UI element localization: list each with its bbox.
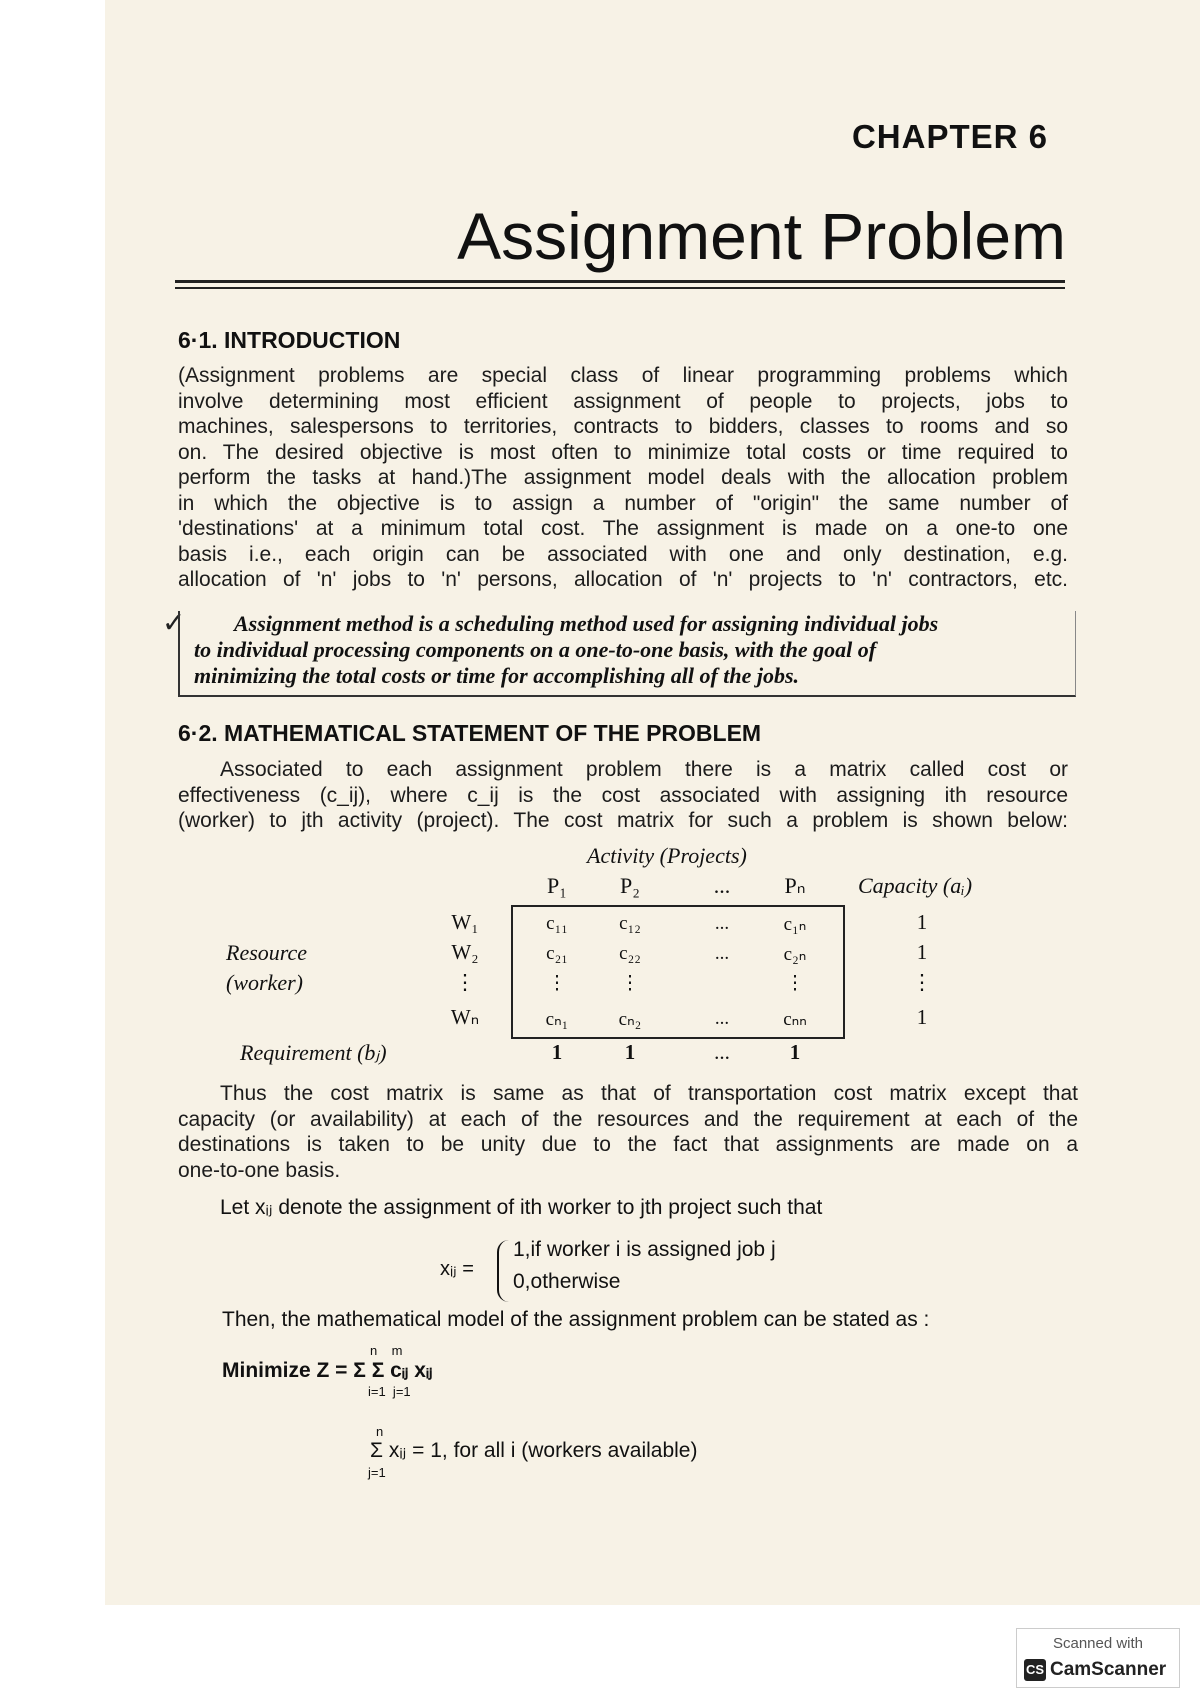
resource-label: Resource (226, 940, 308, 965)
definition-box (178, 611, 1076, 697)
definition-line: minimizing the total costs or time for accomplishing all of the jobs. (194, 663, 800, 688)
objective-function: Minimize Z = Σ Σ cᵢⱼ xᵢⱼ (222, 1359, 433, 1382)
capacity-value: ⋮ (911, 970, 933, 994)
requirement-label: Requirement (bⱼ) (240, 1040, 387, 1065)
matrix-cell: c₁₁ (546, 913, 568, 934)
brace-symbol (497, 1240, 513, 1302)
col-header: ... (713, 873, 731, 898)
checkmark-icon: ✓ (162, 607, 186, 638)
matrix-cell: c₂ₙ (783, 944, 807, 965)
col-header: Pₙ (784, 873, 806, 898)
paragraph-line: (Assignment problems are special class of linear programming problems which (178, 364, 1068, 387)
row-label: ⋮ (454, 970, 476, 994)
matrix-cell: c₂₁ (546, 943, 568, 964)
title-rule-bottom (175, 287, 1065, 289)
explanation-paragraph (178, 1081, 1078, 1183)
matrix-cell: c₂₂ (619, 943, 641, 964)
capacity-label: Capacity (aᵢ) (858, 873, 973, 898)
paragraph-line: Thus the cost matrix is same as that of transportation cost matrix except that (220, 1082, 1078, 1105)
min-sum-lower-limits: i=1 j=1 (368, 1384, 411, 1399)
matrix-cell: cₙₙ (783, 1009, 807, 1030)
activity-label: Activity (Projects) (587, 843, 747, 868)
matrix-cell: ⋮ (785, 973, 805, 994)
matrix-cell: ... (714, 1008, 730, 1029)
x-case-otherwise: 0,otherwise (513, 1270, 621, 1293)
let-statement: Let xᵢⱼ denote the assignment of ith worker to jth project such that (220, 1196, 823, 1219)
matrix-cell: ... (714, 913, 730, 934)
constraint-sum-upper-limit: n (376, 1424, 384, 1439)
capacity-value: 1 (916, 1005, 928, 1029)
matrix-cell: ... (714, 943, 730, 964)
matrix-cell: c₁ₙ (783, 914, 807, 935)
col-header: P₁ (547, 873, 567, 898)
title-rule-top (175, 280, 1065, 283)
then-statement: Then, the mathematical model of the assignment problem can be stated as : (222, 1308, 930, 1331)
requirement-value: 1 (551, 1040, 563, 1064)
paragraph-line: perform the tasks at hand.)The assignment model deals with the allocation problem (178, 466, 1068, 489)
section-heading-introduction: 6·1. INTRODUCTION (178, 327, 401, 353)
math-statement-paragraph (178, 757, 1068, 834)
paragraph-line: on. The desired objective is most often to minimize total costs or time required to (178, 440, 1068, 464)
matrix-cell: cₙ₂ (618, 1009, 642, 1030)
page-title: Assignment Problem (457, 199, 1066, 273)
chapter-label: CHAPTER 6 (851, 118, 1048, 155)
paragraph-line: effectiveness (c_ij), where c_ij is the cost associated with assigning ith resource (178, 783, 1068, 807)
row-label: W₁ (451, 910, 479, 934)
worker-label: (worker) (226, 970, 303, 995)
x-case-assigned: 1,if worker i is assigned job j (513, 1238, 776, 1261)
paragraph-line: capacity (or availability) at each of the resources and the requirement at each of the (178, 1107, 1078, 1131)
matrix-cell: c₁₂ (619, 913, 641, 934)
definition-line: Assignment method is a scheduling method used for assigning individual jobs (234, 611, 939, 636)
paragraph-line: machines, salespersons to territories, contracts to bidders, classes to rooms and so (178, 415, 1068, 438)
row-label: W₂ (451, 940, 479, 964)
badge-brand: CamScanner (1050, 1659, 1167, 1680)
matrix-cell: ⋮ (620, 973, 640, 994)
x-definition-lhs: xᵢⱼ = (440, 1258, 474, 1280)
paragraph-line: involve determining most efficient assignment of people to projects, jobs to (178, 389, 1068, 413)
row-label: Wₙ (450, 1005, 480, 1029)
min-sum-upper-limits: n m (370, 1343, 403, 1358)
requirement-value: ... (714, 1040, 730, 1064)
paragraph-line: 'destinations' at a minimum total cost. The assignment is made on a one-to one (178, 517, 1068, 540)
matrix-cell: ⋮ (547, 973, 567, 994)
paragraph-line: Associated to each assignment problem there is a matrix called cost or (220, 758, 1068, 781)
paragraph-line: basis i.e., each origin can be associated with one and only destination, e.g. (178, 542, 1068, 566)
section-heading-math-statement: 6·2. MATHEMATICAL STATEMENT OF THE PROBLEM (178, 720, 762, 746)
camscanner-logo-icon: CS (1024, 1659, 1046, 1681)
requirement-value: 1 (624, 1040, 636, 1064)
introduction-paragraph (178, 363, 1068, 593)
matrix-cell: cₙ₁ (545, 1009, 569, 1030)
requirement-value: 1 (789, 1040, 801, 1064)
paragraph-line: allocation of 'n' jobs to 'n' persons, allocation of 'n' projects to 'n' contractors, etc. (178, 568, 1068, 591)
col-header: P₂ (620, 873, 640, 898)
paragraph-line: one-to-one basis. (178, 1158, 341, 1182)
badge-caption: Scanned with (1052, 1635, 1144, 1652)
capacity-value: 1 (916, 940, 928, 964)
constraint-sum-lower-limit: j=1 (368, 1465, 386, 1480)
paragraph-line: in which the objective is to assign a number of "origin" the same number of (178, 491, 1068, 515)
camscanner-badge (1016, 1628, 1180, 1688)
constraint-workers: Σ xᵢⱼ = 1, for all i (workers available) (370, 1439, 698, 1462)
paragraph-line: (worker) to jth activity (project). The cost matrix for such a problem is shown below: (178, 809, 1068, 832)
capacity-value: 1 (916, 910, 928, 934)
definition-line: to individual processing components on a one-to-one basis, with the goal of (194, 637, 877, 662)
paragraph-line: destinations is taken to be unity due to the fact that assignments are made on a (178, 1133, 1078, 1156)
